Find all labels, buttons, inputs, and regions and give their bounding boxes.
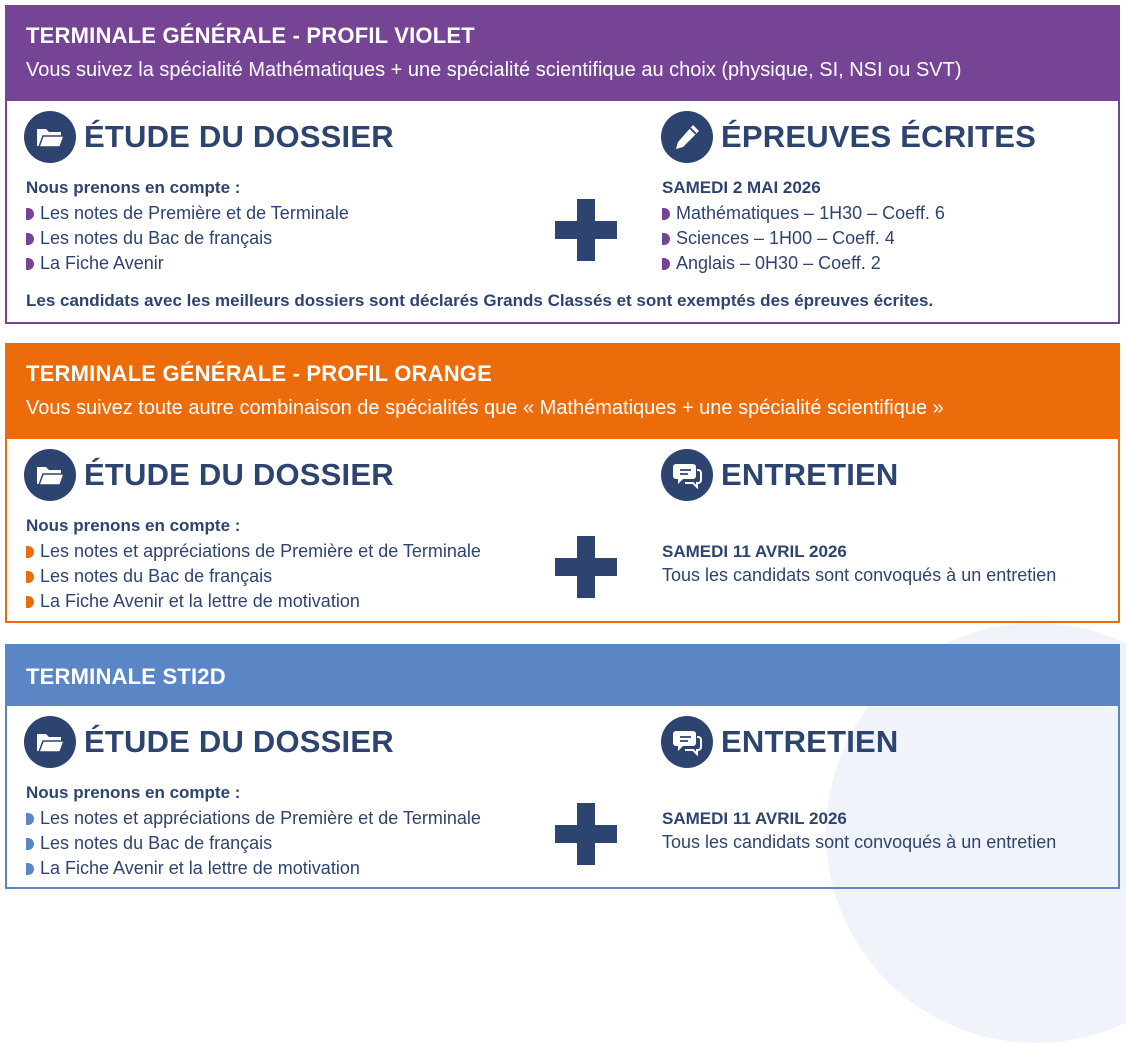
plus-icon: [555, 199, 617, 261]
bullet-icon: [26, 813, 34, 825]
dossier-title: ÉTUDE DU DOSSIER: [84, 724, 394, 759]
section-title: TERMINALE STI2D: [26, 664, 226, 689]
criteria-list: [26, 201, 349, 276]
entretien-heading: [661, 449, 898, 501]
dossier-column: [26, 516, 481, 614]
exam-list: [662, 201, 945, 276]
pen-icon: [661, 111, 713, 163]
dossier-title: ÉTUDE DU DOSSIER: [84, 457, 394, 492]
entretien-title: ENTRETIEN: [721, 724, 899, 759]
ecrits-heading: [661, 111, 1036, 163]
chat-icon: [661, 716, 713, 768]
chat-icon: [661, 449, 713, 501]
entretien-title: ENTRETIEN: [721, 457, 899, 492]
list-item: Sciences – 1H00 – Coeff. 4: [662, 226, 945, 251]
bullet-icon: [26, 546, 34, 558]
section-header: [7, 7, 1118, 101]
section-body: [7, 706, 1118, 887]
list-item: Les notes du Bac de français: [26, 831, 481, 856]
bullet-icon: [662, 258, 670, 270]
dossier-heading: [24, 716, 394, 768]
ecrits-column: [662, 178, 945, 276]
section-title: TERMINALE GÉNÉRALE - PROFIL ORANGE: [26, 361, 492, 386]
bullet-icon: [26, 838, 34, 850]
section-body: [7, 439, 1118, 621]
plus-icon: [555, 803, 617, 865]
section-header: [7, 345, 1118, 439]
list-item: La Fiche Avenir et la lettre de motivation: [26, 589, 481, 614]
bullet-icon: [26, 571, 34, 583]
plus-icon: [555, 536, 617, 598]
ecrits-title: ÉPREUVES ÉCRITES: [721, 119, 1037, 154]
entretien-column: [662, 809, 1056, 853]
entretien-date: SAMEDI 11 AVRIL 2026: [662, 809, 847, 828]
list-item: Les notes et appréciations de Première et de Terminale: [26, 806, 481, 831]
folder-icon: [24, 111, 76, 163]
entretien-heading: [661, 716, 898, 768]
section-sti2d: [5, 644, 1120, 889]
list-item: Les notes de Première et de Terminale: [26, 201, 349, 226]
entretien-text: Tous les candidats sont convoqués à un entretien: [662, 565, 1057, 585]
section-subtitle: Vous suivez toute autre combinaison de spécialités que « Mathématiques + une spécialité scientifique »: [26, 397, 944, 419]
criteria-label: Nous prenons en compte :: [26, 783, 241, 802]
list-item: La Fiche Avenir: [26, 251, 349, 276]
section-subtitle: Vous suivez la spécialité Mathématiques + une spécialité scientifique au choix (physique, SI, NSI ou SVT): [26, 59, 962, 81]
bullet-icon: [26, 863, 34, 875]
entretien-column: [662, 542, 1056, 586]
folder-icon: [24, 716, 76, 768]
entretien-date: SAMEDI 11 AVRIL 2026: [662, 542, 847, 561]
exam-date: SAMEDI 2 MAI 2026: [662, 178, 821, 197]
folder-icon: [24, 449, 76, 501]
bullet-icon: [26, 258, 34, 270]
section-header: [7, 646, 1118, 706]
dossier-column: [26, 178, 349, 276]
dossier-heading: [24, 449, 394, 501]
list-item: Les notes et appréciations de Première et de Terminale: [26, 539, 481, 564]
section-profil-orange: [5, 343, 1120, 623]
criteria-list: [26, 806, 481, 881]
entretien-text: Tous les candidats sont convoqués à un entretien: [662, 832, 1057, 852]
section-title: TERMINALE GÉNÉRALE - PROFIL VIOLET: [26, 23, 475, 48]
section-profil-violet: [5, 5, 1120, 324]
dossier-title: ÉTUDE DU DOSSIER: [84, 119, 394, 154]
criteria-label: Nous prenons en compte :: [26, 516, 241, 535]
list-item: Anglais – 0H30 – Coeff. 2: [662, 251, 945, 276]
list-item: Les notes du Bac de français: [26, 226, 349, 251]
criteria-list: [26, 539, 481, 614]
bullet-icon: [26, 596, 34, 608]
grands-classes-note: Les candidats avec les meilleurs dossiers sont déclarés Grands Classés et sont exemptés des épreuves écrites.: [26, 291, 934, 310]
dossier-heading: [24, 111, 394, 163]
list-item: La Fiche Avenir et la lettre de motivation: [26, 856, 481, 881]
list-item: Mathématiques – 1H30 – Coeff. 6: [662, 201, 945, 226]
section-body: [7, 101, 1118, 322]
list-item: Les notes du Bac de français: [26, 564, 481, 589]
bullet-icon: [26, 208, 34, 220]
bullet-icon: [662, 233, 670, 245]
criteria-label: Nous prenons en compte :: [26, 178, 241, 197]
bullet-icon: [26, 233, 34, 245]
dossier-column: [26, 783, 481, 881]
bullet-icon: [662, 208, 670, 220]
